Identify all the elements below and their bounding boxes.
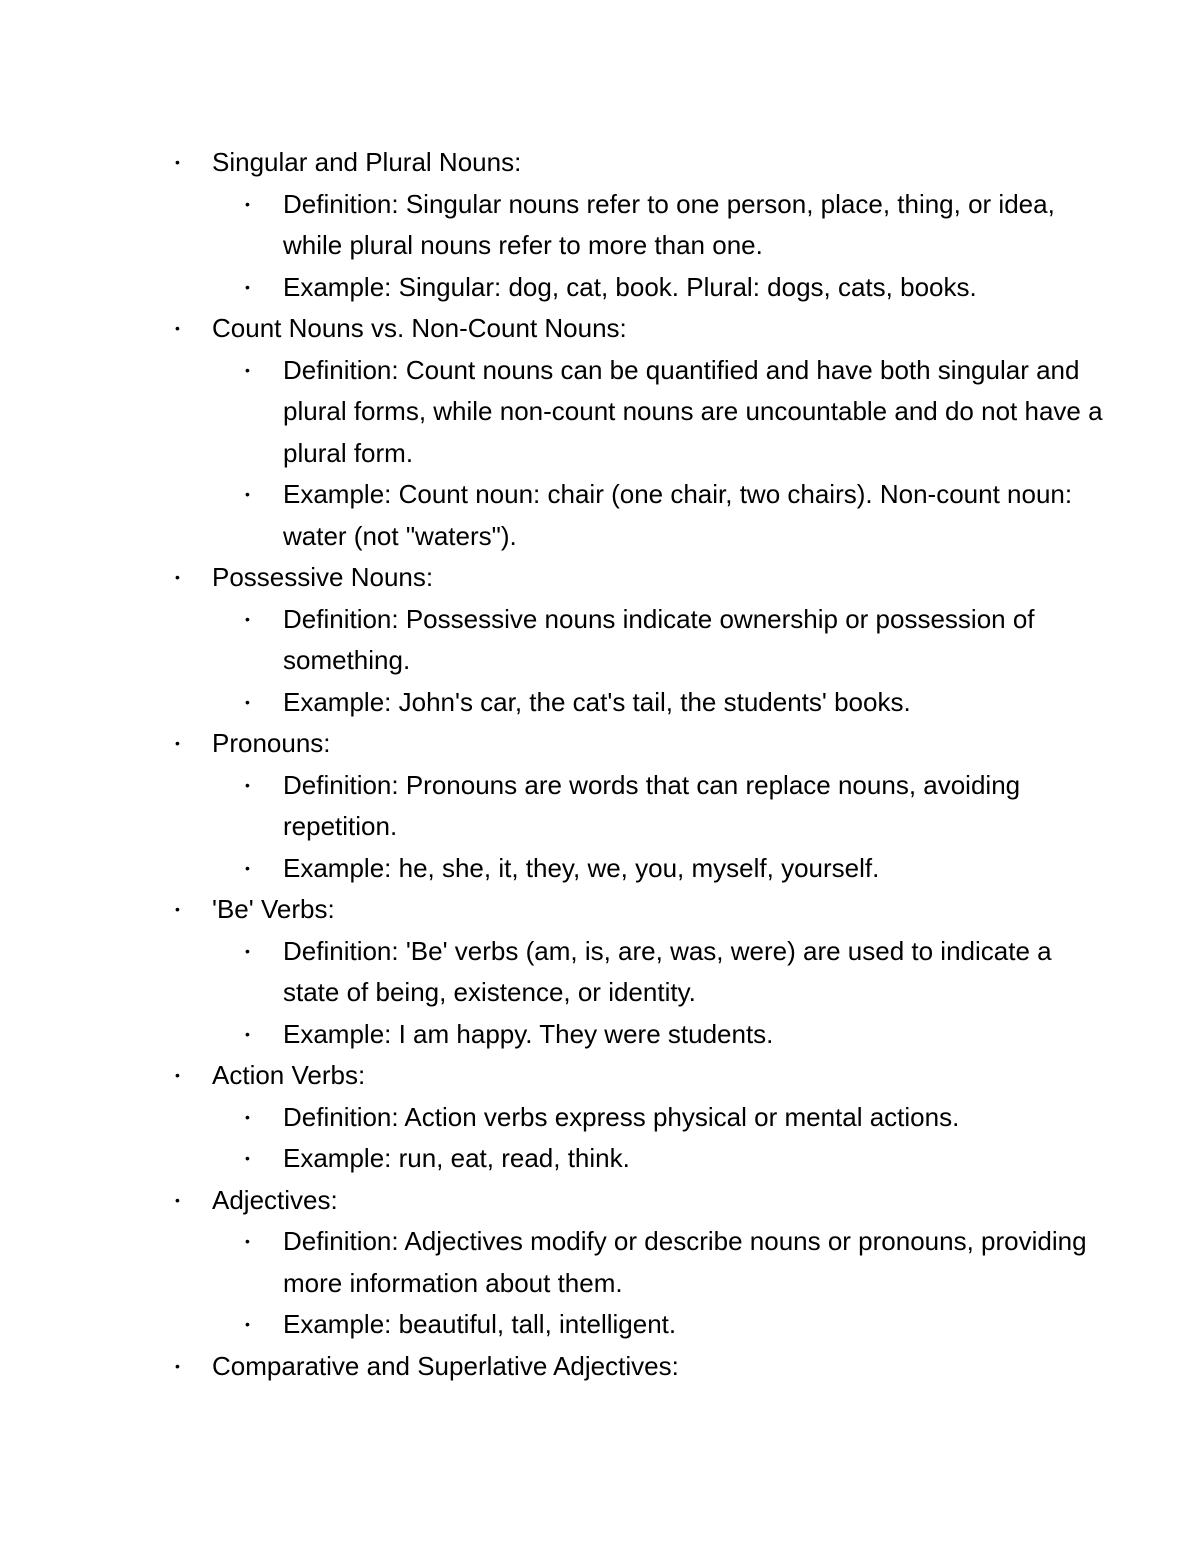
bullet-icon: • (245, 1233, 250, 1249)
topic-heading: Action Verbs: (212, 1060, 366, 1090)
topic-heading: Count Nouns vs. Non-Count Nouns: (212, 313, 627, 343)
topic-details (212, 350, 1103, 558)
example-text: Example: run, eat, read, think. (283, 1143, 630, 1173)
example-text: Example: I am happy. They were students. (283, 1018, 774, 1049)
example-text: Example: John's car, the cat's tail, the students' books. (283, 686, 911, 717)
bullet-icon: • (245, 1150, 250, 1166)
topic-details (212, 1097, 1072, 1180)
example-item (172, 1304, 1103, 1346)
topic-item (172, 723, 1072, 889)
bullet-icon: • (245, 278, 250, 295)
bullet-icon: • (175, 569, 180, 585)
bullet-icon: • (175, 735, 180, 751)
definition-item (172, 1221, 1103, 1304)
bullet-icon: • (245, 1316, 250, 1332)
bullet-icon: • (175, 320, 180, 336)
topic-details (212, 1221, 1087, 1346)
topic-details (212, 184, 1072, 309)
topic-item (172, 1346, 1072, 1388)
topic-item (172, 557, 1072, 723)
topic-item (172, 142, 1072, 308)
bullet-icon: • (175, 1357, 180, 1374)
topic-details (212, 599, 1072, 724)
topic-heading: Pronouns: (212, 728, 331, 758)
bullet-icon: • (245, 610, 250, 627)
definition-text: Definition: Adjectives modify or describe nouns or pronouns, providing more information about them. (283, 1226, 1087, 1298)
definition-item (172, 1097, 1103, 1139)
definition-text: Definition: Action verbs express physical or mental actions. (283, 1101, 960, 1132)
topic-item (172, 1055, 1072, 1180)
example-item (172, 848, 1103, 890)
definition-text: Definition: Possessive nouns indicate ownership or possession of something. (283, 603, 1035, 675)
bullet-icon: • (175, 154, 180, 170)
example-item (172, 1014, 1103, 1056)
topic-heading: Singular and Plural Nouns: (212, 147, 522, 177)
bullet-icon: • (175, 901, 180, 917)
example-text: Example: he, she, it, they, we, you, myself, yourself. (283, 852, 880, 883)
bullet-icon: • (245, 942, 250, 959)
bullet-icon: • (245, 195, 250, 212)
example-text: Example: beautiful, tall, intelligent. (283, 1309, 677, 1339)
definition-item (172, 765, 1103, 848)
definition-item (172, 350, 1103, 475)
definition-item (172, 184, 1103, 267)
bullet-icon: • (245, 361, 250, 378)
example-item (172, 267, 1103, 309)
bullet-icon: • (175, 1191, 180, 1208)
topic-item (172, 889, 1072, 1055)
topic-heading: Possessive Nouns: (212, 562, 434, 592)
bullet-icon: • (245, 859, 250, 876)
topic-heading: 'Be' Verbs: (212, 894, 335, 924)
definition-text: Definition: Singular nouns refer to one person, place, thing, or idea, while plural nouns refer to more than one. (283, 188, 1055, 260)
bullet-icon: • (245, 693, 250, 710)
topic-item (172, 1180, 1087, 1346)
example-text: Example: Singular: dog, cat, book. Plural: dogs, cats, books. (283, 271, 977, 302)
topic-heading: Comparative and Superlative Adjectives: (212, 1350, 679, 1381)
definition-text: Definition: Pronouns are words that can replace nouns, avoiding repetition. (283, 769, 1021, 841)
definition-text: Definition: Count nouns can be quantified and have both singular and plural forms, while non-count nouns are uncountable and do not have a plural form. (283, 354, 1103, 468)
topic-heading: Adjectives: (212, 1184, 338, 1215)
example-item (172, 682, 1103, 724)
bullet-icon: • (245, 776, 250, 793)
grammar-outline (172, 142, 1103, 1387)
bullet-icon: • (175, 1067, 180, 1083)
bullet-icon: • (245, 486, 250, 502)
bullet-icon: • (245, 1108, 250, 1125)
example-text: Example: Count noun: chair (one chair, two chairs). Non-count noun: water (not "waters"). (283, 479, 1073, 551)
topic-details (212, 931, 1072, 1056)
bullet-icon: • (245, 1025, 250, 1042)
example-item (172, 1138, 1103, 1180)
definition-text: Definition: 'Be' verbs (am, is, are, was, were) are used to indicate a state of being, existence, or identity. (283, 935, 1052, 1007)
definition-item (172, 599, 1103, 682)
topic-details (212, 765, 1072, 890)
topic-item (172, 308, 1103, 557)
definition-item (172, 931, 1103, 1014)
example-item (172, 474, 1103, 557)
